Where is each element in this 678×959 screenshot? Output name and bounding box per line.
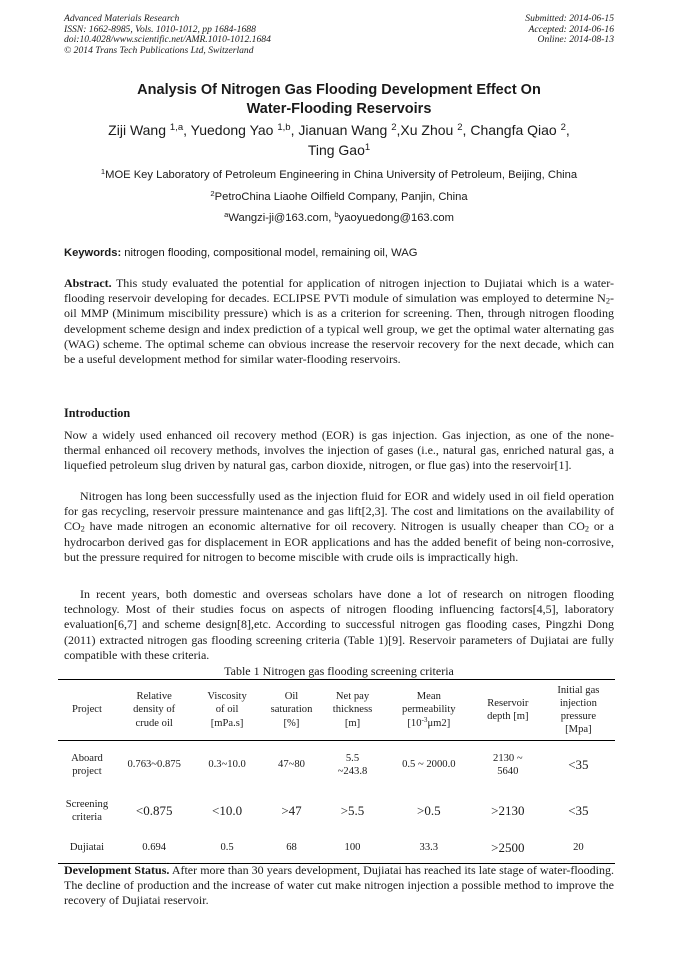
author-affiliation-marker: 2 <box>560 121 566 133</box>
affiliation-1-text: MOE Key Laboratory of Petroleum Engineering in China University of Petroleum, Beijing, China <box>105 169 578 181</box>
table-cell <box>474 833 542 864</box>
table-row <box>58 833 615 864</box>
email-a[interactable]: Wangzi-ji@163.com, <box>228 212 335 224</box>
cell-line: 5640 <box>497 766 519 777</box>
journal-name: Advanced Materials Research <box>64 13 180 24</box>
table-cell <box>384 789 474 833</box>
online-date: Online: 2014-08-13 <box>537 34 614 46</box>
cell-line: >5.5 <box>340 803 365 819</box>
column-header-line: [Mpa] <box>565 724 592 736</box>
affiliation-2 <box>64 190 614 204</box>
author-name: Changfa Qiao <box>470 122 561 138</box>
column-header <box>474 680 542 741</box>
cell-line: 20 <box>573 842 584 854</box>
column-header <box>321 680 384 741</box>
cell-line: 0.5 ~ 2000.0 <box>402 759 456 771</box>
author-name: Ting Gao <box>307 142 365 158</box>
cell-line: >2130 <box>491 803 525 819</box>
affiliation-1-marker: 1 <box>100 166 106 176</box>
table-row <box>58 789 615 833</box>
column-header-line: density of <box>133 704 176 716</box>
column-header <box>58 680 116 741</box>
column-header-line: Reservoir <box>487 697 529 709</box>
dates-header <box>525 14 614 46</box>
table-cell <box>116 789 193 833</box>
table-row <box>58 741 615 790</box>
keywords <box>64 246 614 260</box>
cell-line: Dujiatai <box>69 842 105 854</box>
intro-paragraph-3: In recent years, both domestic and overseas scholars have done a lot of research on nitrogen flooding technology. Most of their studies focus on aspects of nitrogen flooding influencing factors[4,5], laboratory evaluation[6,7] and scheme design[8],etc. According to successful nitrogen gas flooding cases, Pingzhi Dong (2011) extracted nitrogen gas flooding screening criteria (Table 1)[9]. Reservoir parameters of Dujiatai are fully compatible with these criteria. <box>64 587 614 662</box>
column-header <box>542 680 615 741</box>
intro-p2-sub-2: 2 <box>584 525 590 535</box>
column-header-line: Net pay <box>335 691 370 703</box>
affiliation-2-text: PetroChina Liaohe Oilfield Company, Panjin, China <box>214 191 468 203</box>
cell-line: 0.5 <box>220 842 234 854</box>
table-cell <box>384 833 474 864</box>
table-header-row <box>58 680 615 741</box>
affiliation-1 <box>64 168 614 182</box>
abstract-label: Abstract. <box>64 276 112 290</box>
author-separator: , <box>183 122 191 138</box>
column-header-line: permeability <box>402 704 456 716</box>
cell-line: 0.763~0.875 <box>127 759 181 771</box>
column-header-line: Relative <box>136 691 172 703</box>
email-a-marker: a <box>224 209 229 219</box>
submitted-date: Submitted: 2014-06-15 <box>525 13 614 24</box>
column-header <box>116 680 193 741</box>
column-header-line: Project <box>71 704 102 716</box>
author-affiliation-marker: 1,b <box>277 121 291 133</box>
table-cell <box>542 833 615 864</box>
column-header <box>384 680 474 741</box>
table-cell <box>474 741 542 790</box>
abstract-subscript: 2 <box>605 296 610 306</box>
cell-line: Aboard <box>71 752 103 764</box>
table-cell <box>116 741 193 790</box>
author-affiliation-marker: 2 <box>391 121 397 133</box>
author-separator: , <box>396 122 401 138</box>
cell-line: 33.3 <box>419 842 439 854</box>
accepted-date: Accepted: 2014-06-16 <box>528 23 614 35</box>
column-header-line: Mean <box>416 691 441 703</box>
cell-line: <35 <box>568 803 589 819</box>
column-header <box>192 680 261 741</box>
table-cell <box>542 741 615 790</box>
column-header-line: Oil <box>284 691 299 703</box>
cell-line: >47 <box>281 803 302 819</box>
row-label-cell <box>58 741 116 790</box>
author-list <box>64 120 614 160</box>
abstract <box>64 276 614 367</box>
email-b-marker: b <box>334 209 339 219</box>
table-cell <box>116 833 193 864</box>
table-cell <box>192 741 261 790</box>
author-separator: , <box>290 122 299 138</box>
author-name: Ziji Wang <box>108 122 170 138</box>
issn-line: ISSN: 1662-8985, Vols. 1010-1012, pp 1684-1688 <box>64 23 256 35</box>
table-cell <box>542 789 615 833</box>
screening-criteria-table <box>58 679 615 864</box>
cell-line: >2500 <box>491 840 525 856</box>
abstract-text-1: This study evaluated the potential for application of nitrogen injection to Dujiatai which is a water-flooding reservoir developing for decades. ECLIPSE PVTi module of simulation was employed to determine N <box>64 276 614 306</box>
development-status <box>64 863 614 909</box>
table-cell <box>321 833 384 864</box>
title-line-1: Analysis Of Nitrogen Gas Flooding Development Effect On <box>137 82 541 98</box>
table-caption: Table 1 Nitrogen gas flooding screening criteria <box>224 664 454 678</box>
intro-p2-text-b: have made nitrogen an economic alternative for oil recovery. Nitrogen is usually cheaper than CO <box>84 519 585 534</box>
column-header-line: depth [m] <box>487 711 529 722</box>
keywords-text: nitrogen flooding, compositional model, remaining oil, WAG <box>121 247 418 259</box>
copyright-line: © 2014 Trans Tech Publications Ltd, Switzerland <box>64 44 254 56</box>
development-text: After more than 30 years development, Dujiatai has reached its late stage of water-flooding. The decline of production and the increase of water cut make nitrogen injection a possible method to improve the recovery of Dujiatai reservoir. <box>64 863 614 908</box>
row-label-cell <box>58 833 116 864</box>
author-name: Jianuan Wang <box>298 122 392 138</box>
author-affiliation-marker: 1,a <box>169 121 184 133</box>
intro-paragraph-2 <box>64 489 614 565</box>
table-cell <box>474 789 542 833</box>
table-cell <box>384 741 474 790</box>
cell-line: <35 <box>568 757 589 773</box>
email-b[interactable]: yaoyuedong@163.com <box>338 212 454 224</box>
cell-line: project <box>72 766 102 777</box>
column-header-line <box>386 717 472 730</box>
intro-p2-text-c: or a hydrocarbon derived gas for displacement in EOR applications and has the added benefit of being non-corrosive, but the pressure required for nitrogen to become miscible with crude oils is impractically high. <box>64 519 614 564</box>
table-cell <box>262 833 322 864</box>
cell-line: 2130 ~ <box>493 752 523 764</box>
paper-title <box>64 81 614 119</box>
cell-line: 68 <box>286 842 297 854</box>
intro-paragraph-1: Now a widely used enhanced oil recovery method (EOR) is gas injection. Gas injection, as one of the none-thermal enhanced oil recovery methods, involves the injection of gases (i.e., natural gas, enriched natural gas, a liquefied petroleum slug driven by natural gas, carbon dioxide, nitrogen, or flue gas) into the reservoir[1]. <box>64 428 614 473</box>
column-header-line: saturation <box>270 704 313 716</box>
table-cell <box>192 833 261 864</box>
cell-line: <0.875 <box>135 803 173 819</box>
column-header-line: Initial gas <box>557 684 600 696</box>
author-separator: , <box>565 122 570 138</box>
keywords-label: Keywords: <box>64 247 122 259</box>
column-header-line: thickness <box>332 704 373 716</box>
unit-base: [10 <box>407 717 422 729</box>
table-cell <box>262 741 322 790</box>
author-separator: , <box>462 122 471 138</box>
cell-line: <10.0 <box>212 803 243 819</box>
table-cell <box>321 789 384 833</box>
cell-line: >0.5 <box>417 803 441 819</box>
table-cell <box>321 741 384 790</box>
cell-line: ~243.8 <box>337 766 368 777</box>
table-body <box>58 741 615 864</box>
intro-p2-sub-1: 2 <box>80 525 85 535</box>
column-header-line: [m] <box>344 717 361 729</box>
doi-line[interactable]: doi:10.4028/www.scientific.net/AMR.1010-1012.1684 <box>64 34 271 46</box>
column-header <box>262 680 322 741</box>
column-header-line: pressure <box>560 711 597 722</box>
column-header-line: injection <box>559 697 597 709</box>
introduction-heading: Introduction <box>64 406 131 420</box>
cell-line: 47~80 <box>278 759 305 771</box>
cell-line: criteria <box>71 812 102 823</box>
unit-rest: μm2] <box>427 717 451 729</box>
unit-exponent: -3 <box>421 715 428 724</box>
abstract-text-2: -oil MMP (Minimum miscibility pressure) which is as a criterion for screening. Then, through nitrogen flooding development scheme design and index prediction of a typical well group, we get the optimal water alternating gas (WAG) scheme. The optimal scheme can obvious increase the reservoir recovery for the next decade, which can be a useful development method for similar water-flooding reservoirs. <box>64 291 614 367</box>
author-affiliation-marker: 2 <box>457 121 463 133</box>
cell-line: 5.5 <box>345 752 360 764</box>
cell-line: 0.694 <box>142 842 167 854</box>
table-cell <box>262 789 322 833</box>
title-line-2: Water-Flooding Reservoirs <box>246 101 432 117</box>
column-header-line: [mPa.s] <box>210 717 244 729</box>
author-name: Xu Zhou <box>400 122 458 138</box>
table-cell <box>192 789 261 833</box>
column-header-line: crude oil <box>135 717 173 729</box>
intro-p2-text-a: Nitrogen has long been successfully used as the injection fluid for EOR and widely used in oil field operation for gas recycling, reservoir pressure maintenance and gas lift[2,3]. The cost and limitations on the availability of CO <box>64 489 614 534</box>
column-header-line: of oil <box>215 704 239 716</box>
cell-line: Screening <box>65 798 109 810</box>
author-emails <box>64 211 614 225</box>
cell-line: 100 <box>344 842 361 854</box>
author-affiliation-marker: 1 <box>364 141 371 153</box>
column-header-line: Viscosity <box>207 691 247 703</box>
row-label-cell <box>58 789 116 833</box>
journal-header <box>64 14 271 56</box>
development-label: Development Status. <box>64 863 170 877</box>
column-header-line: [%] <box>283 717 300 729</box>
author-name: Yuedong Yao <box>190 122 278 138</box>
affiliation-2-marker: 2 <box>210 188 215 198</box>
cell-line: 0.3~10.0 <box>208 759 246 771</box>
